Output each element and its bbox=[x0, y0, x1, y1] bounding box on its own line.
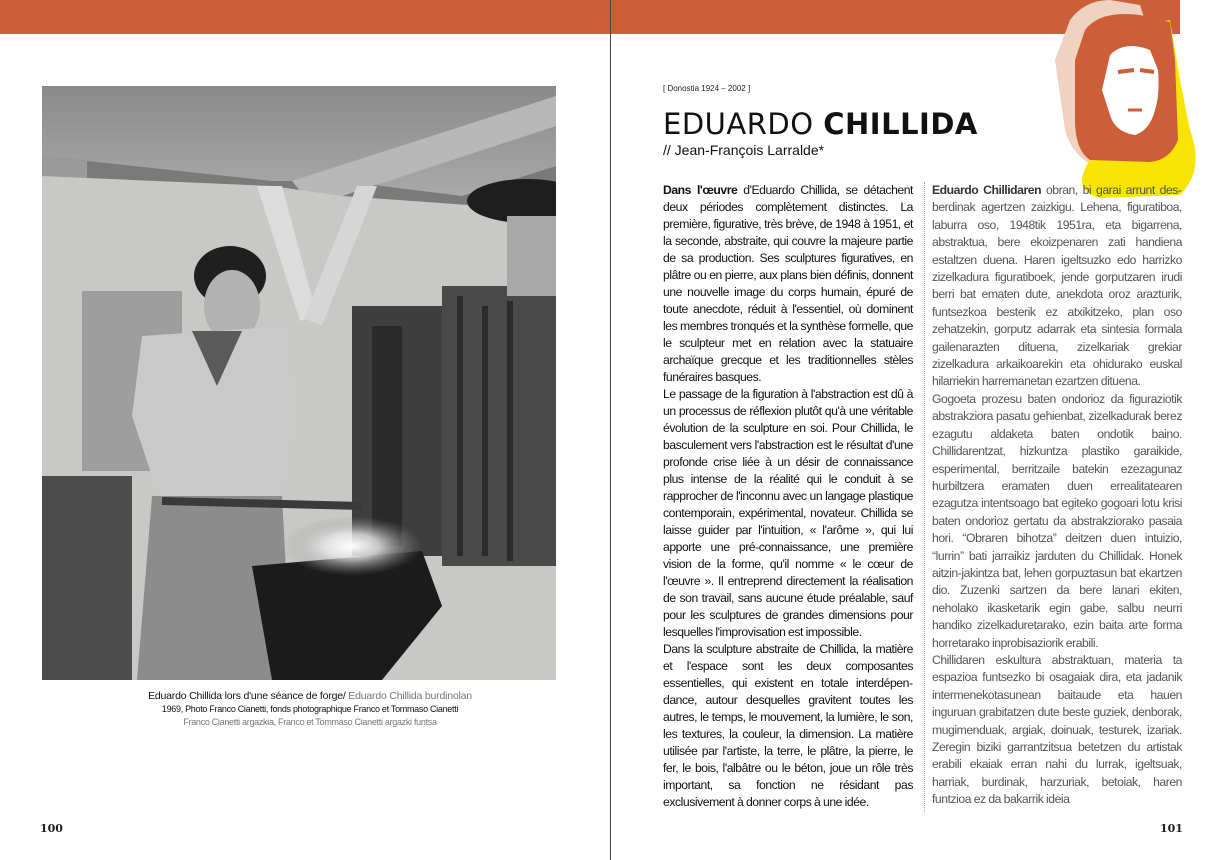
title-first-name: EDUARDO bbox=[663, 107, 814, 141]
basque-paragraph-1 bbox=[932, 182, 1182, 391]
photo-caption bbox=[70, 690, 550, 729]
page-number-right: 101 bbox=[1160, 822, 1183, 835]
french-paragraph-3: Dans la sculpture abstraite de Chillida, la matière et l'espace sont les deux composantes essentielles, qui existent en totale interdépendance, autour desquelles gravitent toutes les autres, le temps, le mouvement, la lumière, le son, les textures, la couleur, la dimension. La matière utilisée par l'artiste, la terre, le plâtre, la pierre, le fer, le bois, l'albâtre ou le béton, joue un rôle très important, sa fonction ne résidant pas exclusivement à donner corps à une idée. bbox=[663, 642, 913, 809]
french-paragraph-1 bbox=[663, 182, 913, 386]
top-accent-bar bbox=[0, 0, 1180, 34]
french-lead: Dans l'œuvre bbox=[663, 183, 738, 197]
french-paragraph-2: Le passage de la figuration à l'abstraction est dû à un processus de réflexion plutôt qu'à une véritable évolution de la sculpture en soi. Pour Chillida, le basculement vers l'abstraction est le résultat d'une profonde crise liée à un désir de connaissance plus intense de la réalité qui le conduit à se rapprocher de l'inconnu avec un langage plastique contemporain, expérimental, novateur. Chillida se laisse guider par l'intuition, « l'arôme », qui lui apporte une pré-connaissance, une première vision de la forme, qu'il nomme « le cœur de l'œuvre ». Il entreprend directement la réalisation de son travail, sans aucune étude préalable, sauf pour les sculptures de grandes dimensions pour lesquelles l'improvisation est impossible. bbox=[663, 387, 913, 639]
caption-basque: Eduardo Chillida burdinolan bbox=[345, 690, 472, 702]
caption-credit: 1969, Photo Franco Cianetti, fonds photographique Franco et Tommaso Cianetti bbox=[161, 704, 459, 714]
caption-credit-basque: Franco Cianetti argazkia, Franco et Tommaso Cianetti argazki funtsa bbox=[183, 717, 437, 727]
portrait-illustration bbox=[1030, 0, 1205, 200]
page-number-left: 100 bbox=[40, 822, 63, 835]
french-p1-text: d'Eduardo Chillida, se détachent deux périodes complètement distinctes. La première, figurative, très brève, de 1948 à 1951, et la seconde, abstraite, qui couvre la majeure partie de sa production. Ses sculptures figuratives, en plâtre ou en pierre, aux plans bien définis, donnent une nouvelle image du corps humain, épuré de toute anecdote, réduit à l'essentiel, où dominent les membres tronqués et la synthèse formelle, que le sculpteur met en relation avec la statuaire archaïque grecque et les traditionnelles stèles funéraires basques. bbox=[663, 183, 913, 384]
basque-p1-text: obran, bi garai arrunt desberdinak agertzen zaizkigu. Lehena, figuratiboa, laburra oso, 1948tik 1951ra, eta bigarrena, abstraktua, bere ekoizpenaren zati handiena estaltzen duena. Haren igeltsuzko edo harrizko zizelkadura figuratiboek, jende gorputzaren irudi berri bat ematen dute, anekdota oroz arazturik, funtsezkoa besterik ez atxikitzeko, plan oso zehatzekin, gorputz adarrak eta sintesia formala gailenarazten dituena, zizelkariak grekiar zizelkadura arkaikoarekin eta ohidurako euskal hilarriekin harremanetan ezartzen dituena. bbox=[932, 183, 1182, 389]
life-dates: [ Donostia 1924 – 2002 ] bbox=[663, 84, 751, 93]
caption-french: Eduardo Chillida lors d'une séance de forge/ bbox=[148, 690, 346, 702]
page-spine bbox=[610, 0, 611, 860]
basque-paragraph-2: Gogoeta prozesu baten ondorioz da figuraziotik abstrakziora pasatu gehienbat, zizelkadurak berez ezagutu aldaketa baten ondotik baino. Chillidarentzat, hizkuntza plastiko garaikide, esperimental, berritzaile batekin ezezagunaz hurbiltzera eramaten duen errealitatearen ezagutza intentsoago bat egiteko gogoari lotu krisi baten ondorioz gertatu da abstrakziorako pasaia hori. “Obraren bihotza” deitzen duen intuizio, “lurrin” bati jarraikiz jarduten du Chillidak. Honek aitzin-jakintza bat, lehen gorpuztasun bat ekartzen dio. Zuzenki sartzen da bere lanari ekiten, neholako ikasketarik egin gabe, salbu neurri handiko zizelkaduretarako, ezin baita arte forma horretarako inprobisaziorik erabili. bbox=[932, 391, 1182, 650]
french-column bbox=[663, 182, 913, 811]
chillida-portrait-icon bbox=[1030, 0, 1205, 200]
basque-paragraph-3: Chillidaren eskultura abstraktuan, materia ta espazioa funtsezko bi osagaiak dira, eta jadanik intermenekotasunean baitaude eta hauen inguruan grabitatzen dute beste guziek, denborak, mugimenduak, argiak, doinuak, testurek, izariak. Zeregin biziki garrantzitsua betetzen du artistak erabili ekaiak erran nahi du lurrak, igeltsuak, harriak, burdinak, harzuriak, betoiak, haren funtzioa ez da bakarrik ideia bbox=[932, 652, 1182, 807]
article-title bbox=[663, 106, 978, 142]
forge-photograph bbox=[42, 86, 556, 680]
column-separator bbox=[924, 182, 925, 812]
photo-illustration bbox=[42, 86, 556, 680]
caption-line-1 bbox=[70, 690, 550, 703]
basque-column bbox=[932, 182, 1182, 809]
author-byline: // Jean-François Larralde* bbox=[663, 142, 825, 158]
title-last-name: CHILLIDA bbox=[823, 107, 978, 141]
basque-lead: Eduardo Chillidaren bbox=[932, 183, 1042, 197]
